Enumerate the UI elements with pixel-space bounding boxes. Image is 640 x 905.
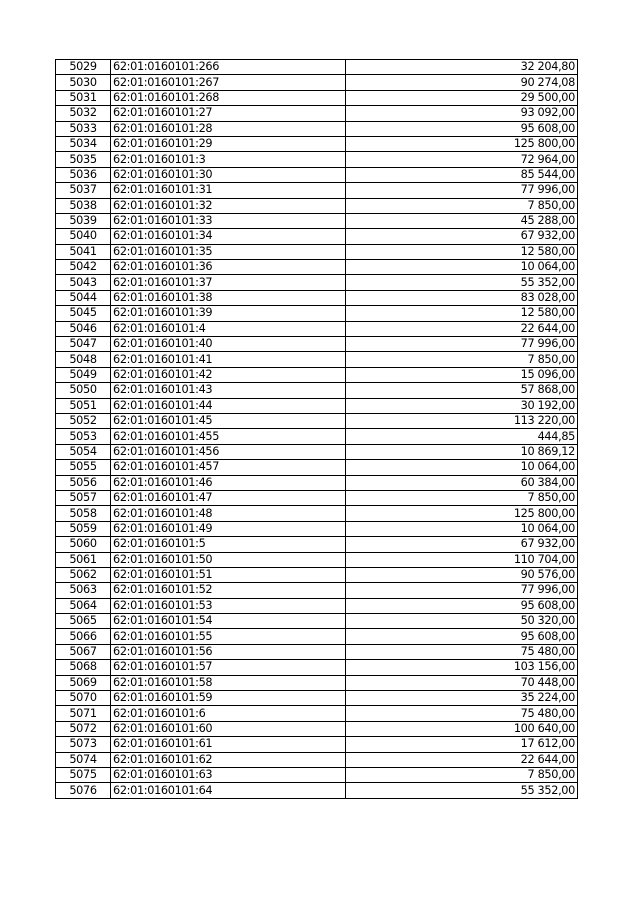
value-cell: 75 480,00 [346,706,578,721]
row-number-cell: 5049 [56,367,111,382]
cadastral-number-cell: 62:01:0160101:5 [111,537,346,552]
table-row [56,213,578,228]
cadastral-number-cell: 62:01:0160101:30 [111,167,346,182]
cadastral-number-cell: 62:01:0160101:46 [111,475,346,490]
cadastral-number-cell: 62:01:0160101:52 [111,583,346,598]
cadastral-number-cell: 62:01:0160101:59 [111,691,346,706]
row-number-cell: 5033 [56,121,111,136]
table-row [56,60,578,75]
cadastral-number-cell: 62:01:0160101:268 [111,90,346,105]
value-cell: 7 850,00 [346,767,578,782]
row-number-cell: 5052 [56,413,111,428]
value-cell: 70 448,00 [346,675,578,690]
table-row [56,506,578,521]
row-number-cell: 5072 [56,721,111,736]
value-cell: 7 850,00 [346,352,578,367]
row-number-cell: 5068 [56,660,111,675]
value-cell: 100 640,00 [346,721,578,736]
value-cell: 7 850,00 [346,490,578,505]
row-number-cell: 5061 [56,552,111,567]
table-row [56,567,578,582]
cadastral-number-cell: 62:01:0160101:29 [111,136,346,151]
row-number-cell: 5031 [56,90,111,105]
table-row [56,583,578,598]
table-row [56,490,578,505]
row-number-cell: 5039 [56,213,111,228]
value-cell: 57 868,00 [346,383,578,398]
value-cell: 30 192,00 [346,398,578,413]
row-number-cell: 5034 [56,136,111,151]
value-cell: 12 580,00 [346,306,578,321]
row-number-cell: 5054 [56,444,111,459]
table-row [56,90,578,105]
row-number-cell: 5064 [56,598,111,613]
row-number-cell: 5065 [56,614,111,629]
table-row [56,460,578,475]
table-row [56,367,578,382]
table-row [56,321,578,336]
table-row [56,75,578,90]
table-row [56,444,578,459]
cadastral-number-cell: 62:01:0160101:36 [111,260,346,275]
table-row [56,752,578,767]
row-number-cell: 5036 [56,167,111,182]
cadastral-number-cell: 62:01:0160101:6 [111,706,346,721]
table-row [56,398,578,413]
row-number-cell: 5030 [56,75,111,90]
cadastral-number-cell: 62:01:0160101:27 [111,106,346,121]
table-row [56,413,578,428]
table-row [56,767,578,782]
value-cell: 77 996,00 [346,183,578,198]
row-number-cell: 5073 [56,737,111,752]
row-number-cell: 5076 [56,783,111,798]
cadastral-number-cell: 62:01:0160101:58 [111,675,346,690]
row-number-cell: 5046 [56,321,111,336]
cadastral-number-cell: 62:01:0160101:44 [111,398,346,413]
row-number-cell: 5035 [56,152,111,167]
value-cell: 72 964,00 [346,152,578,167]
value-cell: 50 320,00 [346,614,578,629]
table-row [56,306,578,321]
table-row [56,537,578,552]
table-row [56,721,578,736]
value-cell: 125 800,00 [346,506,578,521]
cadastral-number-cell: 62:01:0160101:53 [111,598,346,613]
value-cell: 10 064,00 [346,521,578,536]
table-row [56,383,578,398]
cadastral-number-cell: 62:01:0160101:57 [111,660,346,675]
row-number-cell: 5055 [56,460,111,475]
table-row [56,475,578,490]
cadastral-number-cell: 62:01:0160101:40 [111,337,346,352]
cadastral-number-cell: 62:01:0160101:63 [111,767,346,782]
row-number-cell: 5066 [56,629,111,644]
row-number-cell: 5029 [56,60,111,75]
row-number-cell: 5075 [56,767,111,782]
value-cell: 35 224,00 [346,691,578,706]
cadastral-number-cell: 62:01:0160101:48 [111,506,346,521]
table-row [56,660,578,675]
row-number-cell: 5044 [56,290,111,305]
row-number-cell: 5048 [56,352,111,367]
row-number-cell: 5058 [56,506,111,521]
row-number-cell: 5059 [56,521,111,536]
cadastral-number-cell: 62:01:0160101:56 [111,644,346,659]
cadastral-number-cell: 62:01:0160101:33 [111,213,346,228]
row-number-cell: 5071 [56,706,111,721]
value-cell: 55 352,00 [346,275,578,290]
value-cell: 55 352,00 [346,783,578,798]
row-number-cell: 5074 [56,752,111,767]
value-cell: 10 869,12 [346,444,578,459]
value-cell: 90 576,00 [346,567,578,582]
cadastral-number-cell: 62:01:0160101:49 [111,521,346,536]
row-number-cell: 5038 [56,198,111,213]
row-number-cell: 5050 [56,383,111,398]
value-cell: 32 204,80 [346,60,578,75]
table-row [56,629,578,644]
value-cell: 10 064,00 [346,460,578,475]
value-cell: 67 932,00 [346,229,578,244]
row-number-cell: 5053 [56,429,111,444]
cadastral-number-cell: 62:01:0160101:34 [111,229,346,244]
value-cell: 12 580,00 [346,244,578,259]
table-row [56,352,578,367]
cadastral-number-cell: 62:01:0160101:267 [111,75,346,90]
row-number-cell: 5056 [56,475,111,490]
row-number-cell: 5040 [56,229,111,244]
row-number-cell: 5042 [56,260,111,275]
value-cell: 110 704,00 [346,552,578,567]
cadastral-number-cell: 62:01:0160101:43 [111,383,346,398]
table-row [56,106,578,121]
cadastral-number-cell: 62:01:0160101:64 [111,783,346,798]
value-cell: 77 996,00 [346,583,578,598]
table-row [56,229,578,244]
cadastral-number-cell: 62:01:0160101:61 [111,737,346,752]
value-cell: 29 500,00 [346,90,578,105]
cadastral-number-cell: 62:01:0160101:39 [111,306,346,321]
table-row [56,260,578,275]
cadastral-number-cell: 62:01:0160101:45 [111,413,346,428]
table-row [56,275,578,290]
cadastral-number-cell: 62:01:0160101:51 [111,567,346,582]
table-row [56,121,578,136]
value-cell: 444,85 [346,429,578,444]
cadastral-number-cell: 62:01:0160101:4 [111,321,346,336]
cadastral-number-cell: 62:01:0160101:38 [111,290,346,305]
row-number-cell: 5067 [56,644,111,659]
value-cell: 113 220,00 [346,413,578,428]
table-row [56,136,578,151]
value-cell: 22 644,00 [346,752,578,767]
cadastral-number-cell: 62:01:0160101:457 [111,460,346,475]
value-cell: 85 544,00 [346,167,578,182]
table-row [56,552,578,567]
row-number-cell: 5051 [56,398,111,413]
row-number-cell: 5037 [56,183,111,198]
cadastral-number-cell: 62:01:0160101:455 [111,429,346,444]
cadastral-number-cell: 62:01:0160101:32 [111,198,346,213]
cadastral-value-table [55,59,578,799]
table-row [56,598,578,613]
value-cell: 7 850,00 [346,198,578,213]
value-cell: 103 156,00 [346,660,578,675]
value-cell: 17 612,00 [346,737,578,752]
table-row [56,737,578,752]
value-cell: 45 288,00 [346,213,578,228]
cadastral-number-cell: 62:01:0160101:42 [111,367,346,382]
value-cell: 90 274,08 [346,75,578,90]
value-cell: 95 608,00 [346,598,578,613]
value-cell: 15 096,00 [346,367,578,382]
row-number-cell: 5060 [56,537,111,552]
row-number-cell: 5043 [56,275,111,290]
value-cell: 83 028,00 [346,290,578,305]
cadastral-number-cell: 62:01:0160101:60 [111,721,346,736]
value-cell: 67 932,00 [346,537,578,552]
table-row [56,152,578,167]
value-cell: 75 480,00 [346,644,578,659]
value-cell: 60 384,00 [346,475,578,490]
row-number-cell: 5070 [56,691,111,706]
value-cell: 93 092,00 [346,106,578,121]
value-cell: 10 064,00 [346,260,578,275]
table-row [56,644,578,659]
table-row [56,337,578,352]
cadastral-number-cell: 62:01:0160101:47 [111,490,346,505]
value-cell: 77 996,00 [346,337,578,352]
table-row [56,244,578,259]
value-cell: 95 608,00 [346,121,578,136]
cadastral-number-cell: 62:01:0160101:50 [111,552,346,567]
row-number-cell: 5047 [56,337,111,352]
row-number-cell: 5069 [56,675,111,690]
cadastral-number-cell: 62:01:0160101:266 [111,60,346,75]
value-cell: 95 608,00 [346,629,578,644]
table-row [56,290,578,305]
row-number-cell: 5062 [56,567,111,582]
row-number-cell: 5032 [56,106,111,121]
value-cell: 22 644,00 [346,321,578,336]
table-row [56,783,578,798]
row-number-cell: 5041 [56,244,111,259]
cadastral-number-cell: 62:01:0160101:54 [111,614,346,629]
cadastral-number-cell: 62:01:0160101:35 [111,244,346,259]
cadastral-number-cell: 62:01:0160101:3 [111,152,346,167]
cadastral-number-cell: 62:01:0160101:456 [111,444,346,459]
table-row [56,706,578,721]
row-number-cell: 5045 [56,306,111,321]
table-row [56,614,578,629]
table-row [56,167,578,182]
cadastral-number-cell: 62:01:0160101:28 [111,121,346,136]
row-number-cell: 5063 [56,583,111,598]
cadastral-number-cell: 62:01:0160101:41 [111,352,346,367]
cadastral-number-cell: 62:01:0160101:55 [111,629,346,644]
table-body [56,60,578,799]
value-cell: 125 800,00 [346,136,578,151]
table-row [56,675,578,690]
cadastral-number-cell: 62:01:0160101:31 [111,183,346,198]
row-number-cell: 5057 [56,490,111,505]
table-row [56,198,578,213]
cadastral-number-cell: 62:01:0160101:37 [111,275,346,290]
table-row [56,691,578,706]
table-row [56,429,578,444]
table-row [56,183,578,198]
cadastral-number-cell: 62:01:0160101:62 [111,752,346,767]
table-row [56,521,578,536]
